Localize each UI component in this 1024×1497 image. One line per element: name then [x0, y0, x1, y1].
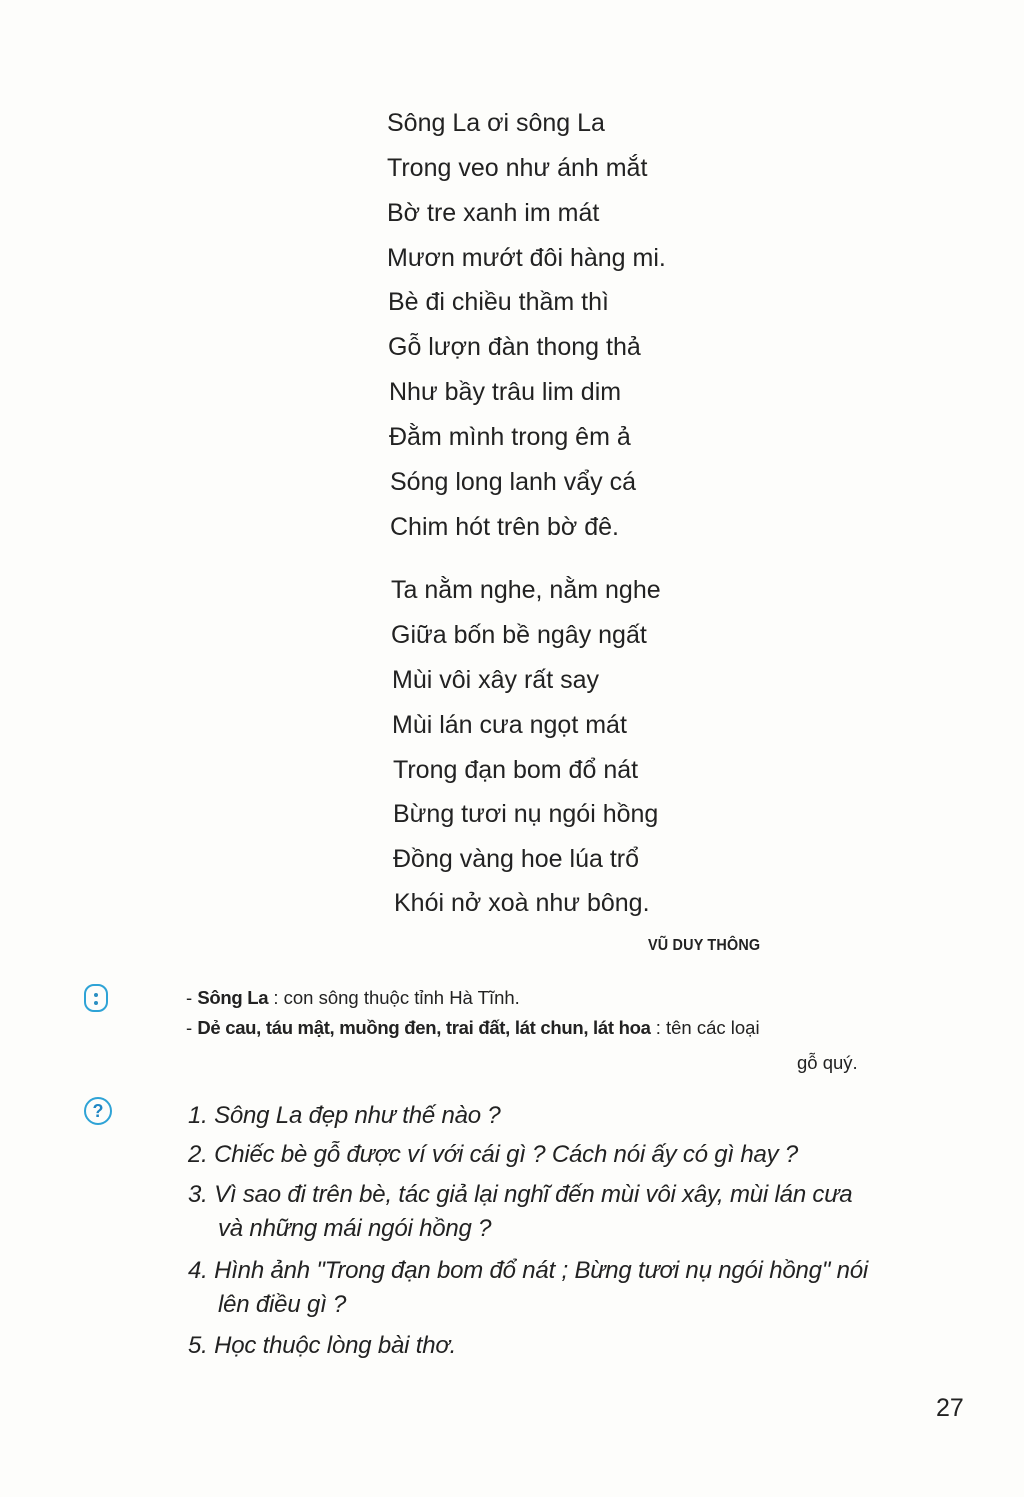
poem-author: VŨ DUY THÔNG: [648, 937, 761, 954]
poem-line: Bờ tre xanh im mát: [387, 199, 600, 227]
glossary-definition: : tên các loại: [650, 1017, 760, 1038]
question-item: 1. Sông La đẹp như thế nào ?: [188, 1102, 501, 1129]
question-item-cont: lên điều gì ?: [218, 1291, 347, 1318]
question-item: 4. Hình ảnh "Trong đạn bom đổ nát ; Bừng tươi nụ ngói hồng" nói: [188, 1257, 869, 1284]
glossary-icon: [84, 984, 108, 1012]
glossary-item: - Dẻ cau, táu mật, muồng đen, trai đất, lát chun, lát hoa : tên các loại: [186, 1017, 760, 1038]
glossary-definition-cont: gỗ quý.: [797, 1052, 858, 1073]
glossary-definition: : con sông thuộc tỉnh Hà Tĩnh.: [268, 987, 520, 1008]
poem-line: Trong đạn bom đổ nát: [393, 756, 639, 784]
poem-line: Ta nằm nghe, nằm nghe: [391, 576, 661, 604]
poem-line: Giữa bốn bề ngây ngất: [391, 621, 647, 649]
question-icon: ?: [84, 1097, 112, 1125]
poem-line: Chim hót trên bờ đê.: [390, 513, 620, 541]
question-item: 2. Chiếc bè gỗ được ví với cái gì ? Cách nói ấy có gì hay ?: [188, 1141, 799, 1168]
poem-line: Như bầy trâu lim dim: [389, 378, 622, 406]
poem-line: Sông La ơi sông La: [387, 109, 605, 137]
poem-line: Đằm mình trong êm ả: [389, 423, 631, 451]
glossary-term: Sông La: [197, 987, 269, 1008]
poem-line: Mùi vôi xây rất say: [392, 666, 600, 694]
poem-line: Khói nở xoà như bông.: [394, 889, 650, 917]
poem-line: Sóng long lanh vẩy cá: [390, 468, 637, 496]
page-number: 27: [936, 1394, 964, 1422]
poem-line: Bừng tươi nụ ngói hồng: [393, 800, 659, 828]
poem-line: Trong veo như ánh mắt: [387, 154, 648, 182]
question-item: 3. Vì sao đi trên bè, tác giả lại nghĩ đến mùi vôi xây, mùi lán cưa: [188, 1181, 853, 1208]
question-item: 5. Học thuộc lòng bài thơ.: [188, 1332, 457, 1359]
glossary-item: - Sông La : con sông thuộc tỉnh Hà Tĩnh.: [186, 987, 520, 1008]
poem-line: Đồng vàng hoe lúa trổ: [393, 845, 640, 873]
poem-line: Mươn mướt đôi hàng mi.: [387, 244, 666, 272]
poem-line: Mùi lán cưa ngọt mát: [392, 711, 627, 739]
glossary-term: Dẻ cau, táu mật, muồng đen, trai đất, lát chun, lát hoa: [197, 1017, 651, 1038]
question-item-cont: và những mái ngói hồng ?: [218, 1215, 492, 1242]
poem-line: Gỗ lượn đàn thong thả: [388, 333, 641, 361]
poem-line: Bè đi chiều thầm thì: [388, 288, 609, 316]
